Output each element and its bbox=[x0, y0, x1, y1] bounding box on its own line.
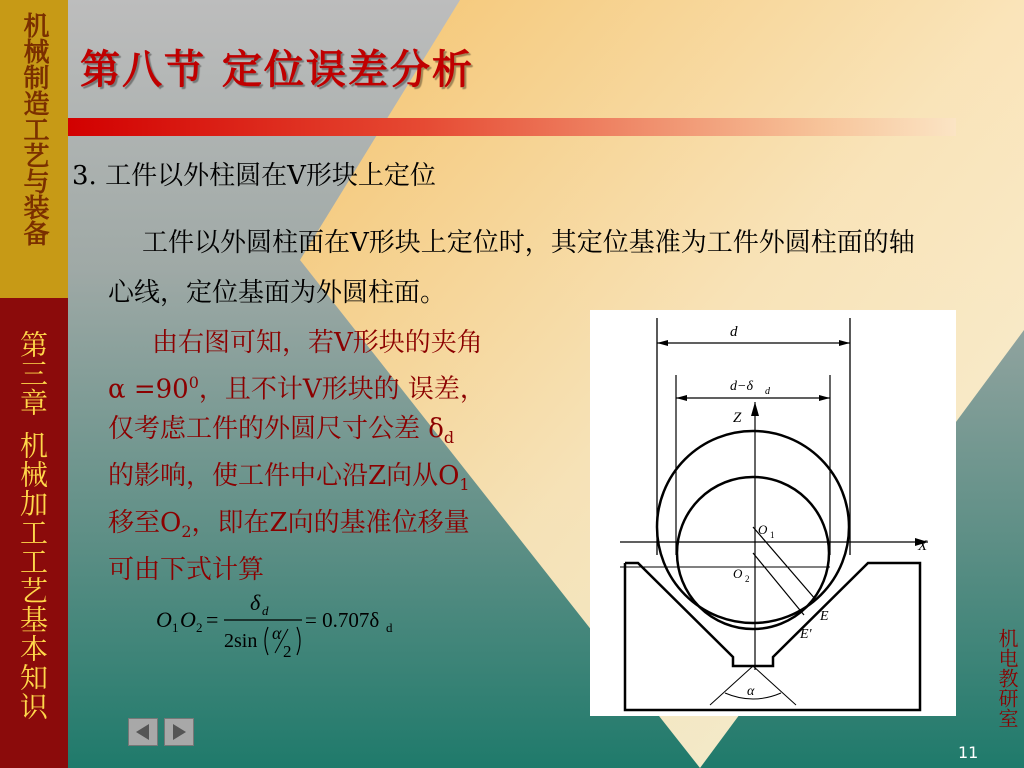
delta-sub: d bbox=[443, 427, 455, 447]
formula-lhs-sub2: 2 bbox=[196, 620, 203, 635]
angle-value: =90 bbox=[133, 374, 189, 405]
label-e: E bbox=[820, 609, 829, 624]
label-x: X bbox=[918, 538, 928, 554]
chapter-number: 第三章 bbox=[16, 330, 49, 417]
o2-sub: 2 bbox=[181, 522, 192, 542]
formula-den-two: 2 bbox=[283, 642, 292, 661]
label-e-prime: E' bbox=[800, 627, 812, 642]
explanation-line-2 bbox=[108, 363, 588, 410]
explanation-line-1 bbox=[108, 324, 588, 363]
formula-rhs-sub: d bbox=[386, 620, 393, 635]
v-block-diagram bbox=[590, 310, 956, 716]
explanation-line-3-text: 仅考虑工件的外圆尺寸公差 δ bbox=[108, 413, 444, 444]
course-title: 机械制造工艺与装备 bbox=[19, 12, 49, 246]
explanation-line-5b-text: ，即在Z向的基准位移量 bbox=[191, 508, 470, 539]
next-slide-button[interactable] bbox=[164, 718, 194, 746]
section-subheading: 3. 工件以外柱圆在V形块上定位 bbox=[72, 161, 436, 191]
label-o2: O bbox=[733, 566, 743, 581]
explanation-line-2-text: ，且不计V形块的 误差， bbox=[198, 374, 486, 405]
formula-lhs-sub1: 1 bbox=[172, 620, 179, 635]
formula-numerator-sub: d bbox=[262, 603, 269, 618]
label-alpha: α bbox=[747, 684, 755, 699]
label-z: Z bbox=[733, 410, 742, 426]
datum-shift-formula bbox=[150, 585, 400, 670]
label-o1: O bbox=[758, 522, 768, 537]
explanation-line-5 bbox=[108, 504, 588, 551]
formula-numerator: δ bbox=[250, 590, 261, 615]
slide-title: 第八节 定位误差分析 bbox=[80, 46, 474, 93]
formula-lhs-o1: O bbox=[156, 607, 172, 632]
triangle-right-icon bbox=[169, 722, 189, 742]
intro-paragraph-text: 工件以外圆柱面在V形块上定位时，其定位基准为工件外圆柱面的轴心线，定位基面为外圆柱面。 bbox=[108, 228, 915, 308]
explanation-text bbox=[108, 324, 588, 590]
chapter-title: 机械加工工艺基本知识 bbox=[16, 431, 49, 721]
explanation-line-4 bbox=[108, 457, 588, 504]
triangle-left-icon bbox=[133, 722, 153, 742]
formula-denominator: 2sin bbox=[224, 630, 258, 652]
intro-paragraph bbox=[108, 218, 923, 318]
explanation-line-3 bbox=[108, 410, 588, 457]
label-o1-sub: 1 bbox=[770, 530, 775, 540]
label-o2-sub: 2 bbox=[745, 574, 750, 584]
formula-equals: = bbox=[206, 607, 219, 632]
degree-sup: 0 bbox=[188, 373, 199, 392]
explanation-line-6-text: 可由下式计算 bbox=[108, 555, 265, 586]
formula-lhs-o2: O bbox=[180, 607, 196, 632]
formula-rhs: = 0.707δ bbox=[305, 608, 380, 632]
explanation-line-4-text: 的影响，使工件中心沿Z向从O bbox=[108, 460, 460, 491]
o1-sub: 1 bbox=[459, 475, 470, 495]
explanation-line-1-text: 由右图可知，若V形块的夹角 bbox=[152, 328, 483, 358]
formula-den-alpha: α bbox=[272, 623, 282, 643]
department-label: 机电教研室 bbox=[995, 628, 1019, 728]
explanation-line-5a-text: 移至O bbox=[108, 508, 182, 539]
label-d-minus-delta-sub: d bbox=[765, 386, 770, 397]
label-d-minus-delta: d−δ bbox=[730, 379, 753, 394]
alpha-symbol: α bbox=[108, 374, 126, 405]
chapter-label bbox=[16, 330, 48, 721]
prev-slide-button[interactable] bbox=[128, 718, 158, 746]
label-d: d bbox=[730, 324, 738, 340]
title-underline-bar bbox=[68, 118, 956, 136]
page-number: 11 bbox=[958, 743, 979, 762]
